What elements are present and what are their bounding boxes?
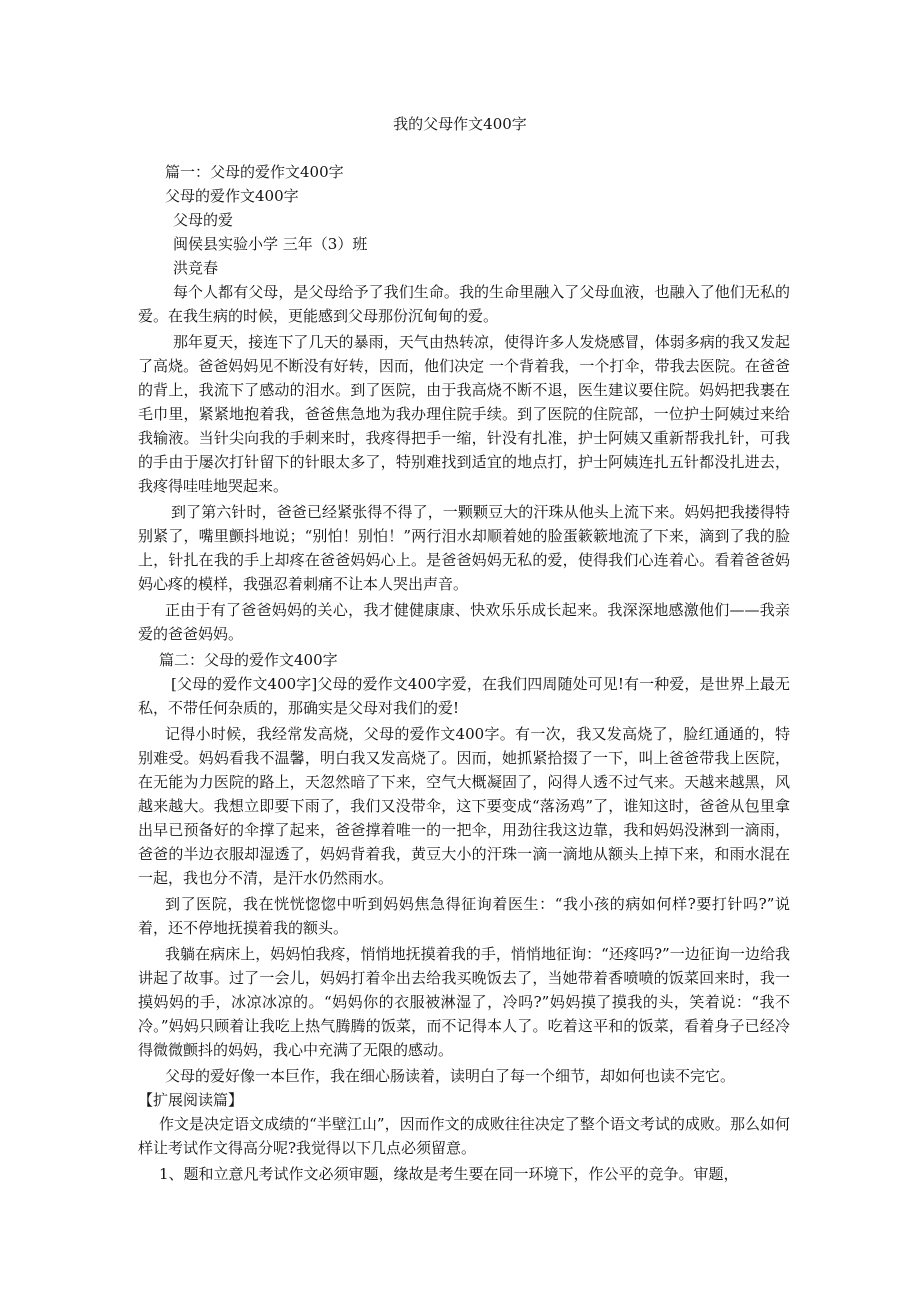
paragraph: 那年夏天，接连下了几天的暴雨，天气由热转凉，使得许多人发烧感冒，体弱多病的我又发起了高烧。爸爸妈妈见不断没有好转，因而，他们决定 一个背着我，一个打伞，带我去医院。在爸爸的背上，我流下了感动的泪水。到了医院，由于我高烧不断不退，医生建议要住院。妈妈把我裹在毛巾里，紧紧地抱着我，爸爸焦急地为我办理住院手续。到了医院的住院部，一位护士阿姨过来给我输液。当针尖向我的手刺来时，我疼得把手一缩，针没有扎准，护士阿姨又重新帮我扎针，可我的手由于屡次打针留下的针眼太多了，特别难找到适宜的地点打，护士阿姨连扎五针都没扎进去，我疼得哇哇地哭起来。: [138, 333, 790, 495]
paragraph: [父母的爱作文400字]父母的爱作文400字爱，在我们四周随处可见!有一种爱，是世界上最无私，不带任何杂质的，那确实是父母对我们的爱!: [138, 675, 790, 717]
document-title: 我的父母作文400字: [393, 115, 527, 133]
paragraph: 正由于有了爸爸妈妈的关心，我才健健康康、快欢乐乐成长起来。我深深地感激他们——我亲爱的爸爸妈妈。: [138, 601, 790, 643]
article-body: [138, 160, 790, 1188]
section-heading-1: 篇一：父母的爱作文400字: [165, 163, 344, 181]
section-heading-2: 篇二：父母的爱作文400字: [159, 651, 338, 669]
paragraph: 到了第六针时，爸爸已经紧张得不得了，一颗颗豆大的汗珠从他头上流下来。妈妈把我搂得特别紧了，嘴里颤抖地说；“别怕！别怕！”两行泪水却顺着她的脸蛋簌簌地流了下来，滴到了我的脸上，针扎在我的手上却疼在爸爸妈妈心上。是爸爸妈妈无私的爱，使得我们心连着心。看着爸爸妈妈心疼的模样，我强忍着刺痛不让本人哭出声音。: [138, 503, 790, 593]
paragraph: 父母的爱好像一本巨作，我在细心肠读着，读明白了每一个细节，却如何也读不完它。: [165, 1067, 736, 1085]
section-heading-extended: 【扩展阅读篇】: [138, 1091, 244, 1109]
school-class: 闽侯县实验小学 三年（3）班: [173, 235, 368, 253]
author-name: 洪竞春: [173, 259, 219, 277]
paragraph: 1、题和立意凡考试作文必须审题，缘故是考生要在同一环境下，作公平的竞争。审题，: [159, 1165, 739, 1183]
paragraph: 每个人都有父母，是父母给予了我们生命。我的生命里融入了父母血液，也融入了他们无私的爱。在我生病的时候，更能感到父母那份沉甸甸的爱。: [138, 283, 790, 325]
essay-title: 父母的爱: [173, 211, 234, 229]
paragraph: 作文是决定语文成绩的“半壁江山”，因而作文的成败往往决定了整个语文考试的成败。那么如何样让考试作文得高分呢?我觉得以下几点必须留意。: [138, 1115, 790, 1157]
paragraph: 到了医院，我在恍恍惚惚中听到妈妈焦急得征询着医生：“我小孩的病如何样?要打针吗?”说着，还不停地抚摸着我的额头。: [138, 895, 790, 937]
paragraph: 记得小时候，我经常发高烧，父母的爱作文400字。有一次，我又发高烧了，脸红通通的，特别难受。妈妈看我不温馨，明白我又发高烧了。因而，她抓紧拾掇了一下，叫上爸爸带我上医院，在无能为力医院的路上，天忽然暗了下来，空气大概凝固了，闷得人透不过气来。天越来越黑，风越来越大。我想立即要下雨了，我们又没带伞，这下要变成“落汤鸡”了，谁知这时，爸爸从包里拿出早已预备好的伞撑了起来，爸爸撑着唯一的一把伞，用劲往我这边靠，我和妈妈没淋到一滴雨，爸爸的半边衣服却湿透了，妈妈背着我，黄豆大小的汗珠一滴一滴地从额头上掉下来，和雨水混在一起，我也分不清，是汗水仍然雨水。: [138, 725, 790, 887]
article-title-1: 父母的爱作文400字: [165, 187, 299, 205]
paragraph: 我躺在病床上，妈妈怕我疼，悄悄地抚摸着我的手，悄悄地征询：“还疼吗?”一边征询一边给我讲起了故事。过了一会儿，妈妈打着伞出去给我买晚饭去了，当她带着香喷喷的饭菜回来时，我一摸妈妈的手，冰凉冰凉的。“妈妈你的衣服被淋湿了，冷吗?”妈妈摸了摸我的头，笑着说：“我不冷。”妈妈只顾着让我吃上热气腾腾的饭菜，而不记得本人了。吃着这平和的饭菜，看着身子已经冷得微微颤抖的妈妈，我心中充满了无限的感动。: [138, 945, 790, 1059]
